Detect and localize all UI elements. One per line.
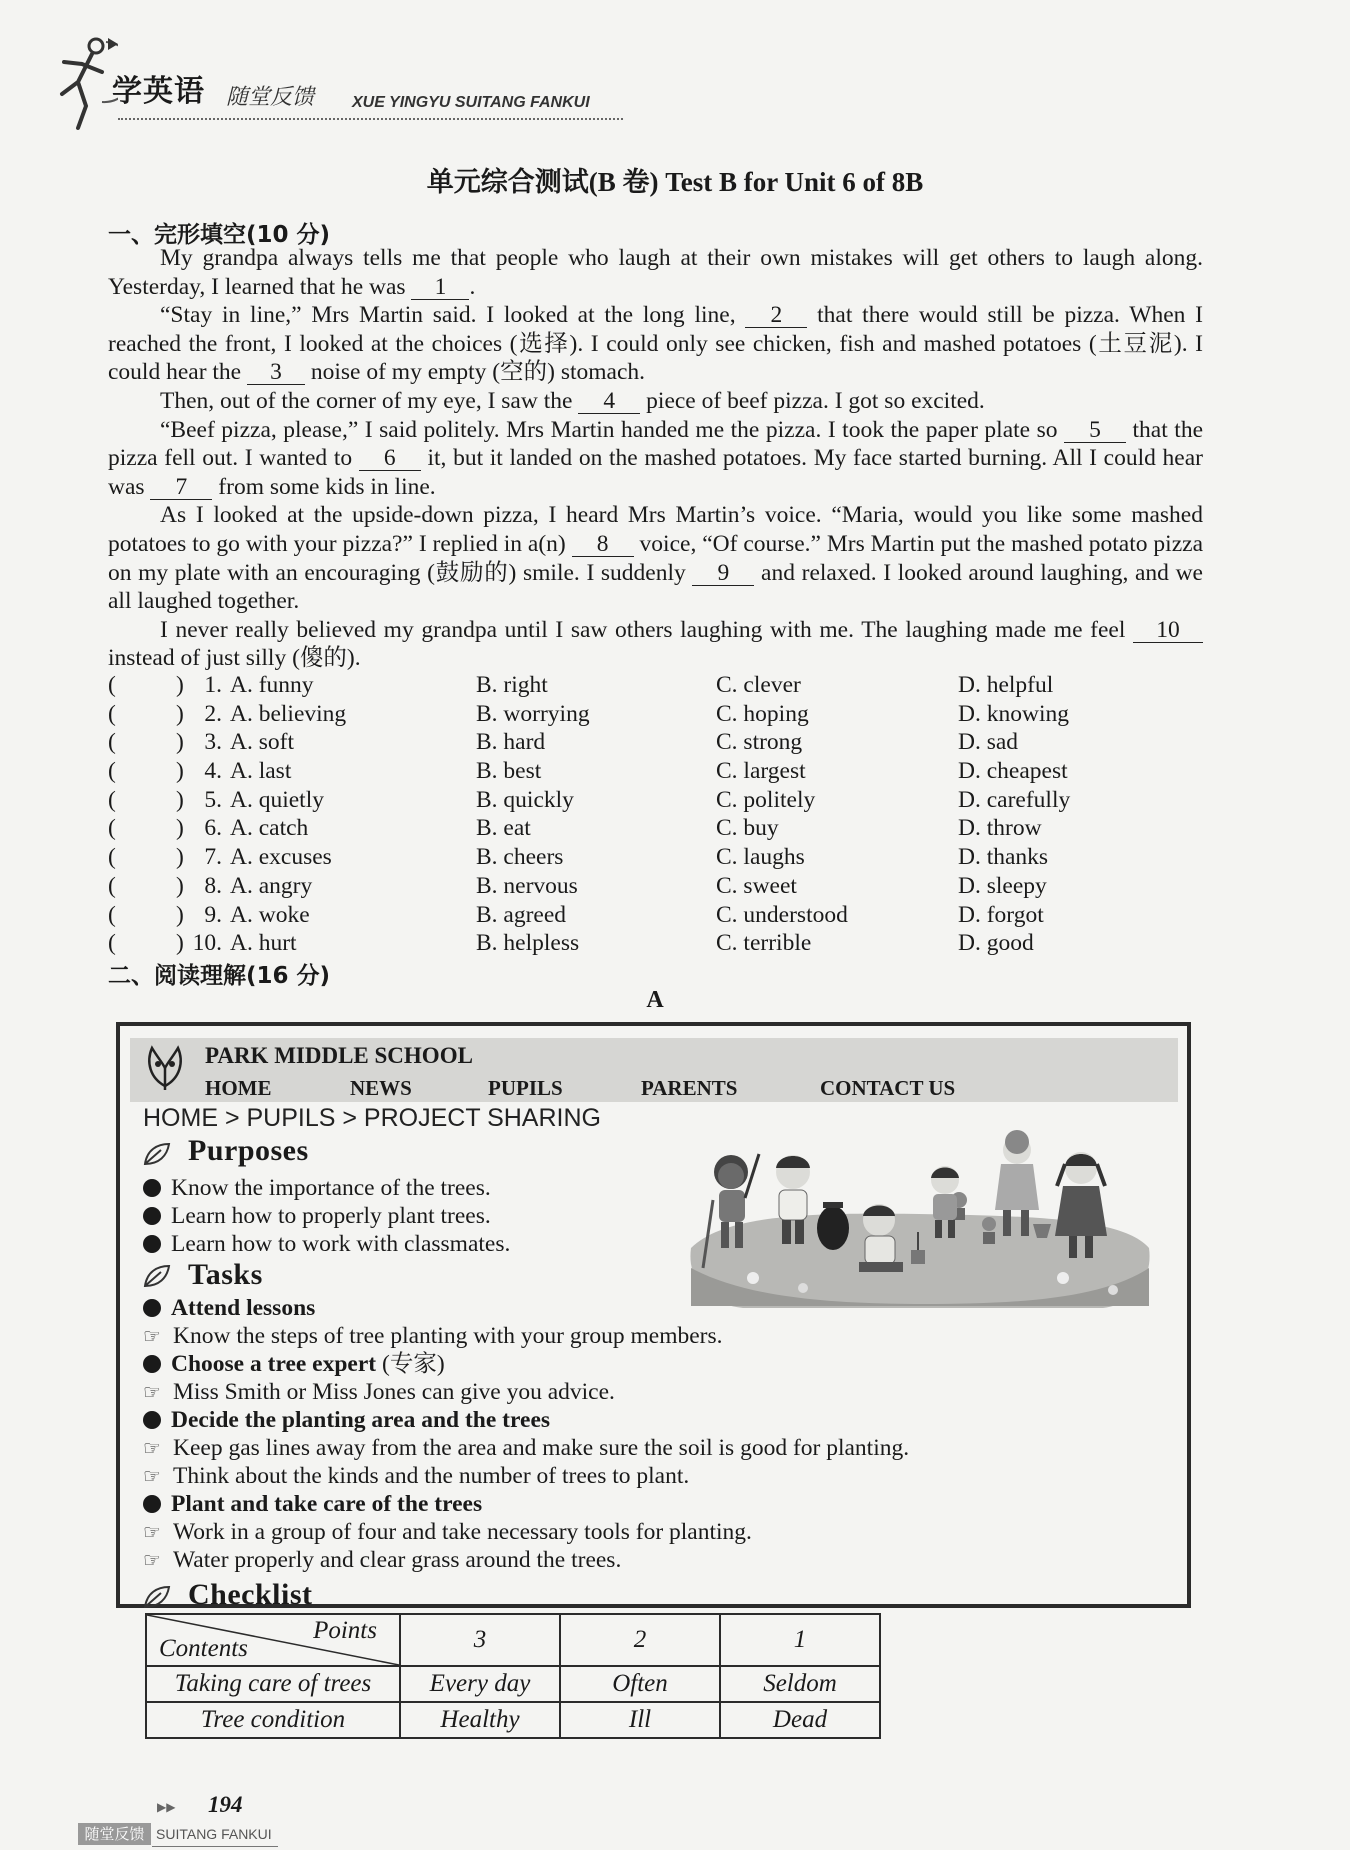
task-note: ☞ Miss Smith or Miss Jones can give you advice. xyxy=(143,1379,615,1405)
blank-10[interactable]: 10 xyxy=(1133,618,1203,643)
page-number: 194 xyxy=(208,1792,243,1817)
school-logo-icon xyxy=(140,1042,190,1092)
header-pinyin: XUE YINGYU SUITANG FANKUI xyxy=(352,94,590,111)
question-row xyxy=(108,902,1208,931)
leaf-icon xyxy=(143,1264,171,1288)
pointing-hand-icon: ☞ xyxy=(143,1436,161,1460)
option-a[interactable]: A. excuses xyxy=(230,844,332,871)
answer-paren-open[interactable]: ( xyxy=(108,786,116,813)
passage-paragraph: Then, out of the corner of my eye, I saw the 4 piece of beef pizza. I got so excited. xyxy=(160,387,985,414)
option-a[interactable]: A. last xyxy=(230,758,292,785)
question-number: 2. xyxy=(204,700,222,727)
cloze-passage xyxy=(108,244,1203,673)
bullet-icon xyxy=(143,1235,161,1253)
purpose-item: Learn how to work with classmates. xyxy=(143,1230,510,1258)
answer-paren-close: ) xyxy=(176,815,184,842)
task-title: Decide the planting area and the trees xyxy=(143,1406,550,1434)
bullet-icon xyxy=(143,1495,161,1513)
table-cell: Healthy xyxy=(400,1702,560,1738)
question-row xyxy=(108,701,1208,730)
answer-paren-open[interactable]: ( xyxy=(108,758,116,785)
table-row xyxy=(146,1702,880,1738)
option-c[interactable]: C. sweet xyxy=(716,872,797,899)
corner-label-contents: Contents xyxy=(159,1635,248,1662)
question-number: 4. xyxy=(204,758,222,785)
question-row xyxy=(108,787,1208,816)
section2-heading: 二、阅读理解(16 分) xyxy=(108,963,331,989)
answer-paren-close: ) xyxy=(176,672,184,698)
points-header: 2 xyxy=(560,1614,720,1666)
section1-heading: 一、完形填空(10 分) xyxy=(108,222,331,248)
nav-link-home[interactable]: HOME xyxy=(205,1076,272,1100)
answer-paren-open[interactable]: ( xyxy=(108,672,116,698)
passage-letter: A xyxy=(646,987,664,1013)
corner-label-points: Points xyxy=(313,1617,377,1644)
blank-4[interactable]: 4 xyxy=(578,389,640,414)
option-b[interactable]: B. helpless xyxy=(476,930,580,957)
option-b[interactable]: B. nervous xyxy=(476,872,578,899)
answer-paren-close: ) xyxy=(176,786,184,813)
option-a[interactable]: A. hurt xyxy=(230,930,297,957)
blank-9[interactable]: 9 xyxy=(692,561,754,586)
option-a[interactable]: A. soft xyxy=(230,729,294,756)
question-row xyxy=(108,873,1208,902)
answer-paren-close: ) xyxy=(176,901,184,928)
pointing-hand-icon: ☞ xyxy=(143,1520,161,1544)
question-row xyxy=(108,930,1208,959)
purpose-item: Learn how to properly plant trees. xyxy=(143,1202,491,1230)
answer-paren-close: ) xyxy=(176,844,184,871)
purposes-heading: Purposes xyxy=(188,1134,309,1167)
option-b[interactable]: B. eat xyxy=(476,815,531,842)
option-c[interactable]: C. politely xyxy=(716,786,816,813)
option-b[interactable]: B. quickly xyxy=(476,786,574,813)
task-note: ☞ Keep gas lines away from the area and make sure the soil is good for planting. xyxy=(143,1435,910,1461)
passage-paragraph: “Beef pizza, please,” I said politely. Mrs Martin handed me the pizza. I took the paper plate so 5 that the pizza fell out. I wanted to 6 it, but it landed on the mashed potatoes. My face started burning. All I could hear was 7 from some kids in line. xyxy=(108,416,1203,500)
option-d[interactable]: D. forgot xyxy=(958,901,1044,928)
answer-paren-open[interactable]: ( xyxy=(108,872,116,899)
test-title: 单元综合测试(B 卷) Test B for Unit 6 of 8B xyxy=(426,167,924,197)
bullet-icon xyxy=(143,1299,161,1317)
points-header: 1 xyxy=(720,1614,880,1666)
answer-paren-close: ) xyxy=(176,700,184,727)
option-d[interactable]: D. sleepy xyxy=(958,872,1047,899)
bullet-icon xyxy=(143,1207,161,1225)
answer-paren-open[interactable]: ( xyxy=(108,700,116,727)
purpose-item: Know the importance of the trees. xyxy=(143,1174,491,1202)
table-cell: Ill xyxy=(560,1702,720,1738)
option-d[interactable]: D. sad xyxy=(958,729,1019,756)
leaf-icon xyxy=(143,1142,171,1166)
answer-paren-open[interactable]: ( xyxy=(108,930,116,957)
task-note: ☞ Know the steps of tree planting with your group members. xyxy=(143,1323,723,1349)
task-title: Choose a tree expert (专家) xyxy=(143,1350,445,1378)
footer-tag: 随堂反馈 xyxy=(78,1823,151,1845)
table-cell: Dead xyxy=(720,1702,880,1738)
blank-5[interactable]: 5 xyxy=(1064,418,1126,443)
checklist-heading: Checklist xyxy=(188,1578,313,1611)
question-number: 8. xyxy=(204,872,222,899)
option-b[interactable]: B. hard xyxy=(476,729,546,756)
option-b[interactable]: B. best xyxy=(476,758,542,785)
answer-paren-close: ) xyxy=(176,872,184,899)
table-cell: Often xyxy=(560,1666,720,1702)
answer-paren-open[interactable]: ( xyxy=(108,815,116,842)
answer-paren-close: ) xyxy=(176,930,184,957)
option-a[interactable]: A. funny xyxy=(230,672,314,698)
pointing-hand-icon: ☞ xyxy=(143,1464,161,1488)
task-title: Plant and take care of the trees xyxy=(143,1490,482,1518)
table-cell: Seldom xyxy=(720,1666,880,1702)
answer-paren-open[interactable]: ( xyxy=(108,729,116,756)
option-c[interactable]: C. buy xyxy=(716,815,779,842)
runner-logo-icon xyxy=(48,36,118,132)
option-b[interactable]: B. right xyxy=(476,672,548,698)
header-title: 学英语 xyxy=(112,74,205,109)
answer-paren-close: ) xyxy=(176,758,184,785)
option-d[interactable]: D. helpful xyxy=(958,672,1054,698)
option-a[interactable]: A. catch xyxy=(230,815,309,842)
nav-link-pupils[interactable]: PUPILS xyxy=(488,1076,563,1100)
option-c[interactable]: C. hoping xyxy=(716,700,809,727)
pointing-hand-icon: ☞ xyxy=(143,1324,161,1348)
task-title: Attend lessons xyxy=(143,1294,315,1322)
nav-link-contact-us[interactable]: CONTACT US xyxy=(820,1076,956,1100)
page-arrow-icon: ▶▶ xyxy=(157,1800,176,1814)
passage-paragraph: As I looked at the upside-down pizza, I heard Mrs Martin’s voice. “Maria, would you like some mashed potatoes to go with your pizza?” I replied in a(n) 8 voice, “Of course.” Mrs Martin put the mashed potato pizza on my plate with an encouraging (鼓励的) smile. I suddenly 9 and relaxed. I looked around laughing, and we all laughed together. xyxy=(108,502,1203,615)
table-row xyxy=(146,1614,880,1666)
question-row xyxy=(108,729,1208,758)
question-row xyxy=(108,815,1208,844)
answer-paren-open[interactable]: ( xyxy=(108,901,116,928)
leaf-icon xyxy=(143,1585,171,1609)
answer-paren-open[interactable]: ( xyxy=(108,844,116,871)
tasks-heading: Tasks xyxy=(188,1258,263,1291)
option-d[interactable]: D. good xyxy=(958,930,1034,957)
option-b[interactable]: B. cheers xyxy=(476,844,564,871)
answer-paren-close: ) xyxy=(176,729,184,756)
option-c[interactable]: C. largest xyxy=(716,758,806,785)
row-label: Tree condition xyxy=(146,1702,400,1738)
question-row xyxy=(108,844,1208,873)
passage-paragraph: My grandpa always tells me that people who laugh at their own mistakes will get others to laugh along. Yesterday, I learned that he was 1 . xyxy=(108,245,1203,300)
header-subtitle: 随堂反馈 xyxy=(226,85,315,110)
row-label: Taking care of trees xyxy=(146,1666,400,1702)
option-a[interactable]: A. believing xyxy=(230,700,347,727)
question-list xyxy=(108,672,1208,959)
footer-pinyin: SUITANG FANKUI xyxy=(156,1826,272,1842)
footer-divider xyxy=(152,1846,278,1847)
option-a[interactable]: A. quietly xyxy=(230,786,324,813)
blank-8[interactable]: 8 xyxy=(572,532,634,557)
table-row xyxy=(146,1666,880,1702)
school-name: PARK MIDDLE SCHOOL xyxy=(205,1043,473,1068)
pointing-hand-icon: ☞ xyxy=(143,1380,161,1404)
question-number: 9. xyxy=(204,901,222,928)
option-a[interactable]: A. angry xyxy=(230,872,313,899)
question-number: 3. xyxy=(204,729,222,756)
children-planting-illustration xyxy=(683,1128,1155,1312)
option-d[interactable]: D. cheapest xyxy=(958,758,1068,785)
option-b[interactable]: B. agreed xyxy=(476,901,567,928)
option-d[interactable]: D. knowing xyxy=(958,700,1069,727)
option-b[interactable]: B. worrying xyxy=(476,700,590,727)
table-cell: Every day xyxy=(400,1666,560,1702)
option-c[interactable]: C. terrible xyxy=(716,930,812,957)
option-c[interactable]: C. strong xyxy=(716,729,803,756)
blank-2[interactable]: 2 xyxy=(745,303,807,328)
question-number: 7. xyxy=(204,844,222,871)
bullet-icon xyxy=(143,1179,161,1197)
bullet-icon xyxy=(143,1355,161,1373)
bullet-icon xyxy=(143,1411,161,1429)
blank-1[interactable]: 1 xyxy=(411,275,469,300)
question-number: 6. xyxy=(204,815,222,842)
option-d[interactable]: D. throw xyxy=(958,815,1042,842)
points-header: 3 xyxy=(400,1614,560,1666)
option-c[interactable]: C. clever xyxy=(716,672,801,698)
task-note: ☞ Think about the kinds and the number of trees to plant. xyxy=(143,1463,690,1489)
option-c[interactable]: C. understood xyxy=(716,901,848,928)
blank-7[interactable]: 7 xyxy=(150,475,212,500)
option-a[interactable]: A. woke xyxy=(230,901,310,928)
passage-paragraph: “Stay in line,” Mrs Martin said. I looked at the long line, 2 that there would still be pizza. When I reached the front, I looked at the choices (选择). I could only see chicken, fish and mashed potatoes (土豆泥). I could hear the 3 noise of my empty (空的) stomach. xyxy=(108,302,1203,386)
header-divider xyxy=(118,118,623,120)
passage-paragraph: I never really believed my grandpa until I saw others laughing with me. The laughing made me feel 10 instead of just silly (傻的). xyxy=(108,616,1203,673)
nav-link-news[interactable]: NEWS xyxy=(350,1076,412,1100)
question-row xyxy=(108,758,1208,787)
blank-3[interactable]: 3 xyxy=(247,360,305,385)
task-note: ☞ Work in a group of four and take necessary tools for planting. xyxy=(143,1519,752,1545)
question-number: 1. xyxy=(204,672,222,698)
task-note: ☞ Water properly and clear grass around the trees. xyxy=(143,1547,622,1573)
breadcrumb: HOME > PUPILS > PROJECT SHARING xyxy=(143,1104,601,1132)
blank-6[interactable]: 6 xyxy=(359,446,421,471)
question-row xyxy=(108,672,1208,701)
option-d[interactable]: D. thanks xyxy=(958,844,1049,871)
option-d[interactable]: D. carefully xyxy=(958,786,1071,813)
option-c[interactable]: C. laughs xyxy=(716,844,805,871)
question-number: 5. xyxy=(204,786,222,813)
pointing-hand-icon: ☞ xyxy=(143,1548,161,1572)
checklist-table xyxy=(145,1613,881,1739)
table-corner-cell xyxy=(146,1614,400,1666)
question-number: 10. xyxy=(192,930,222,957)
nav-link-parents[interactable]: PARENTS xyxy=(641,1076,738,1100)
